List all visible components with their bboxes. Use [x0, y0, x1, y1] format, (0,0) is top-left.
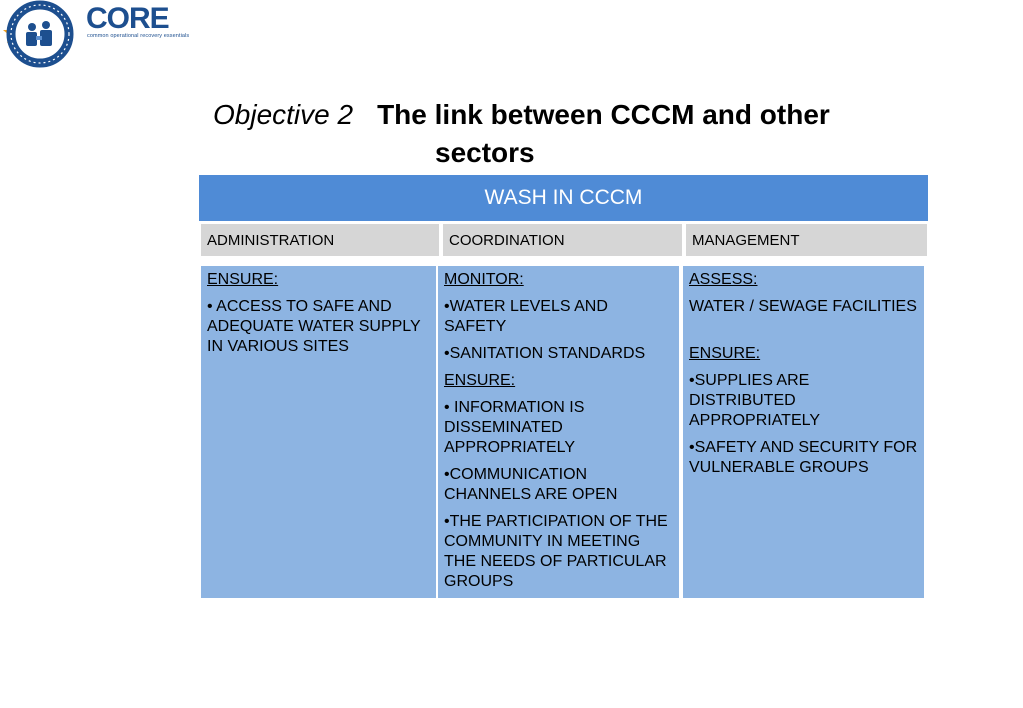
list-item: •COMMUNICATION CHANNELS ARE OPEN — [444, 466, 618, 503]
list-item: ENSURE: — [444, 372, 516, 389]
list-item: ASSESS: — [689, 271, 758, 288]
column-body-coordination — [438, 266, 679, 598]
column-heading-label: COORDINATION — [449, 231, 565, 249]
list-item: •THE PARTICIPATION OF THE COMMUNITY IN MEETING THE NEEDS OF PARTICULAR GROUPS — [444, 513, 668, 590]
column-heading-label: ADMINISTRATION — [207, 231, 335, 249]
column-body-management — [683, 266, 924, 598]
list-item: •WATER LEVELS AND SAFETY — [444, 298, 608, 335]
objective-label: Objective 2 — [213, 99, 354, 130]
list-item: WATER / SEWAGE FACILITIES — [689, 298, 917, 315]
list-item: • INFORMATION IS DISSEMINATED APPROPRIATELY — [444, 399, 585, 456]
column-heading-management — [686, 224, 927, 256]
title-line-2: sectors — [435, 137, 535, 168]
list-item: •SUPPLIES ARE DISTRIBUTED APPROPRIATELY — [689, 372, 820, 429]
list-item: • ACCESS TO SAFE AND ADEQUATE WATER SUPPLY IN VARIOUS SITES — [207, 298, 421, 355]
table-header — [199, 175, 928, 223]
list-item: ENSURE: — [689, 345, 761, 362]
slide-title — [213, 96, 933, 172]
core-logo — [0, 0, 200, 68]
logo-tagline: common operational recovery essentials — [87, 33, 190, 39]
column-heading-administration — [201, 224, 439, 256]
list-item: MONITOR: — [444, 271, 524, 288]
list-item: ENSURE: — [207, 271, 279, 288]
logo-wordmark: CORE — [86, 2, 169, 35]
core-emblem-icon — [0, 0, 86, 68]
column-heading-coordination — [443, 224, 682, 256]
title-line-1: The link between CCCM and other — [377, 99, 830, 130]
column-heading-label: MANAGEMENT — [692, 231, 800, 249]
table-header-label: WASH IN CCCM — [484, 186, 643, 209]
list-item: •SANITATION STANDARDS — [444, 345, 646, 362]
column-body-administration — [201, 266, 436, 598]
list-item: •SAFETY AND SECURITY FOR VULNERABLE GROUPS — [689, 439, 918, 476]
